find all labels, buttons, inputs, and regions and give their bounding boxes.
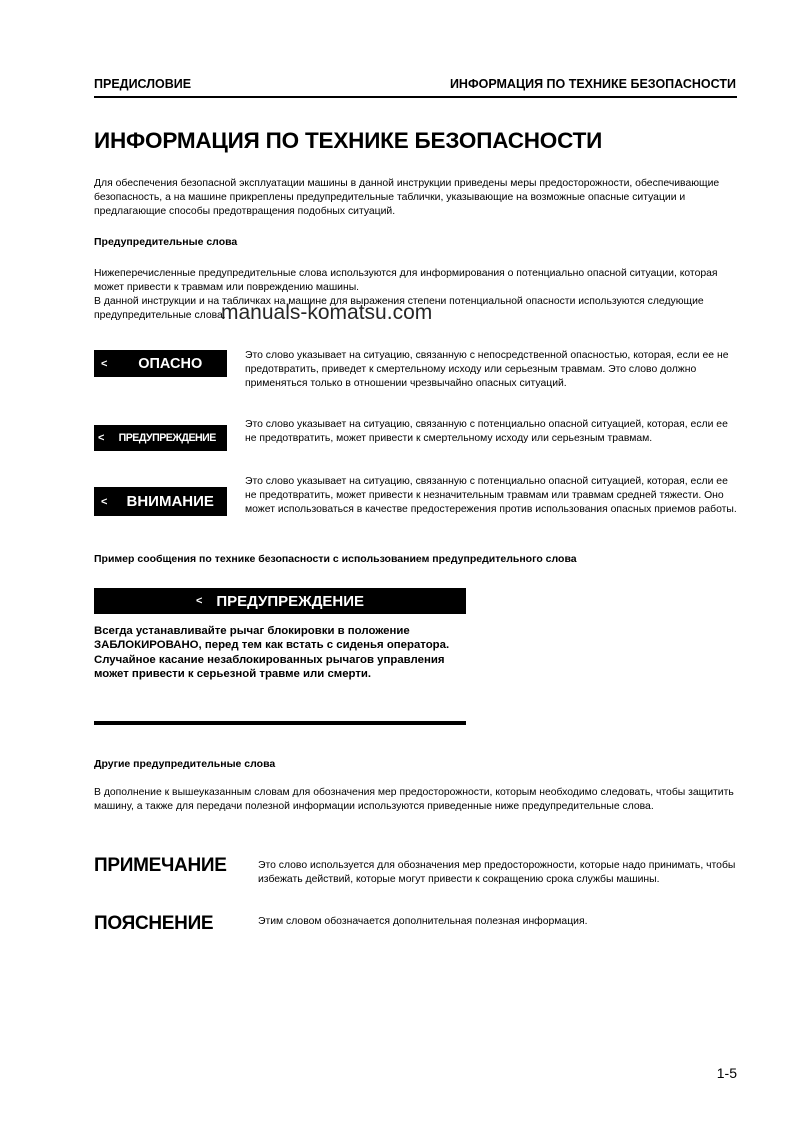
notice-word: ПРИМЕЧАНИЕ bbox=[94, 855, 227, 876]
caution-label bbox=[94, 487, 227, 516]
intro-paragraph: Для обеспечения безопасной эксплуатации машины в данной инструкции приведены меры предосторожности, обеспечивающие безопасность, а на машине прикреплены предупредительные таблички, указывающие на возможные опасные ситуации и предлагающие способы предотвращения подобных ситуаций. bbox=[94, 178, 720, 217]
signal-words-text-2: В данной инструкции и на табличках на машине для выражения степени потенциальной опасности используются следующие предупредительные слова. bbox=[94, 295, 704, 321]
warning-description: Это слово указывает на ситуацию, связанную с потенциально опасной ситуацией, которая, если ее не предотвратить, может привести к смертельному исходу или серьезным травмам. bbox=[245, 419, 728, 444]
header-section-name: ПРЕДИСЛОВИЕ bbox=[94, 77, 192, 91]
header-rule bbox=[94, 96, 737, 98]
caution-word: ВНИМАНИЕ bbox=[126, 493, 214, 510]
danger-label bbox=[94, 350, 227, 377]
header-chapter-title: ИНФОРМАЦИЯ ПО ТЕХНИКЕ БЕЗОПАСНОСТИ bbox=[449, 77, 736, 91]
example-heading: Пример сообщения по технике безопасности с использованием предупредительного слова bbox=[94, 553, 577, 565]
page-title: ИНФОРМАЦИЯ ПО ТЕХНИКЕ БЕЗОПАСНОСТИ bbox=[94, 128, 603, 153]
other-words-paragraph: В дополнение к вышеуказанным словам для обозначения мер предосторожности, которым необходимо следовать, чтобы защитить машину, а также для передачи полезной информации используются приведенные ниже предупредительные слова. bbox=[94, 787, 734, 812]
warning-word: ПРЕДУПРЕЖДЕНИЕ bbox=[118, 432, 216, 444]
example-warning-bar bbox=[94, 588, 466, 614]
other-words-heading: Другие предупредительные слова bbox=[94, 758, 276, 770]
example-bottom-rule bbox=[94, 721, 466, 725]
safety-alert-icon: < bbox=[101, 357, 108, 370]
safety-alert-icon: < bbox=[195, 595, 203, 607]
watermark: manuals-komatsu.com bbox=[221, 301, 433, 324]
warning-label bbox=[94, 425, 227, 451]
example-message: Всегда устанавливайте рычаг блокировки в положение ЗАБЛОКИРОВАНО, перед тем как встать с сиденья оператора. Случайное касание незаблокированных рычагов управления может привести к серьезной травме или смерти. bbox=[94, 625, 450, 680]
safety-alert-icon: < bbox=[98, 432, 105, 444]
signal-words-text-1: Нижеперечисленные предупредительные слова используются для информирования о потенциально опасной ситуации, которая может привести к травмам или повреждению машины. bbox=[94, 268, 718, 293]
danger-description: Это слово указывает на ситуацию, связанную с непосредственной опасностью, которая, если ее не предотвратить, приведет к смертельному исходу или серьезным травмам. Это слово должно применяться только в отношении чрезвычайно опасных ситуаций. bbox=[245, 350, 729, 389]
notice-description: Это слово используется для обозначения мер предосторожности, которые надо принимать, чтобы избежать действий, которые могут привести к сокращению срока службы машины. bbox=[258, 860, 736, 885]
safety-alert-icon: < bbox=[101, 495, 108, 508]
remark-description: Этим словом обозначается дополнительная полезная информация. bbox=[258, 916, 588, 927]
signal-words-heading: Предупредительные слова bbox=[94, 236, 238, 248]
page-number: 1-5 bbox=[716, 1065, 737, 1081]
danger-word: ОПАСНО bbox=[138, 355, 203, 372]
example-warning-word: ПРЕДУПРЕЖДЕНИЕ bbox=[216, 592, 365, 610]
remark-word: ПОЯСНЕНИЕ bbox=[94, 913, 214, 934]
caution-description: Это слово указывает на ситуацию, связанную с потенциально опасной ситуацией, которая, если ее не предотвратить, может привести к незначительным травмам или травмам средней тяжести. Оно может использоваться в качестве предостережения против использования опасных приемов работы. bbox=[245, 476, 737, 515]
